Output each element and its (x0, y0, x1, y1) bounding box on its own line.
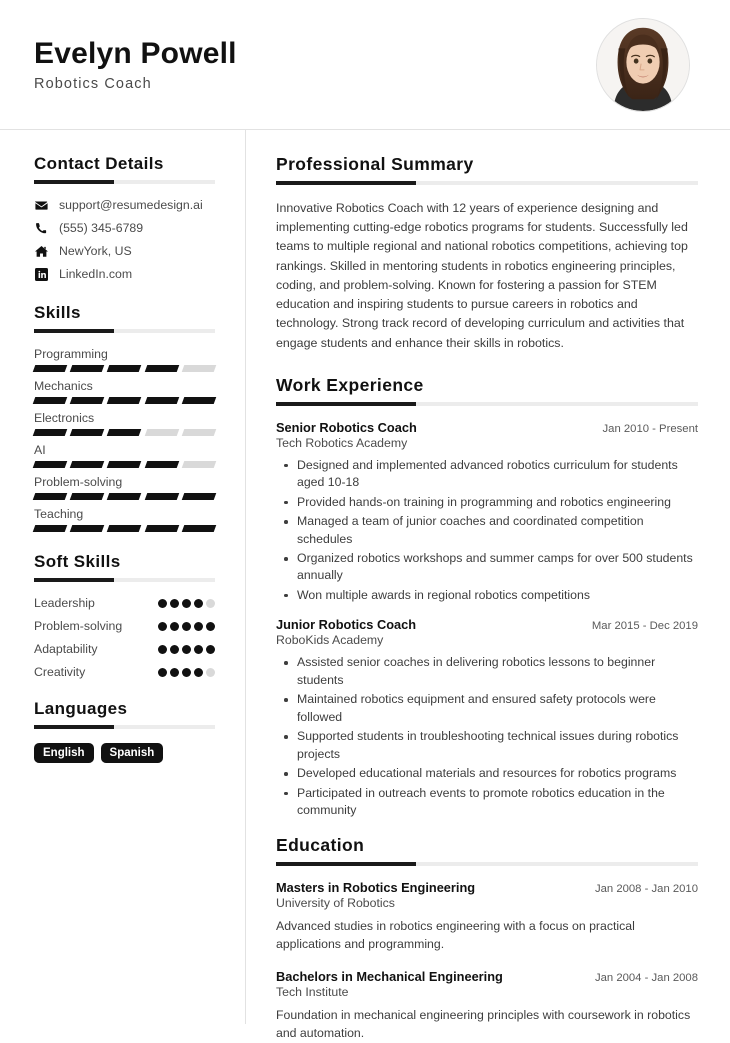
entry-date: Mar 2015 - Dec 2019 (591, 620, 698, 633)
section-heading: Languages (34, 699, 128, 718)
skill-level-bar (34, 429, 215, 436)
skill-bar-segment (144, 461, 179, 468)
skill-bar-segment (70, 493, 105, 500)
skill-bar-segment (33, 365, 68, 372)
skill-bar-segment (182, 365, 217, 372)
language-tag[interactable]: Spanish (101, 743, 164, 763)
rating-dot (170, 668, 179, 677)
rating-dot (194, 599, 203, 608)
skill-bar-segment (107, 493, 142, 500)
section-heading: Education (276, 835, 365, 856)
rating-dot (158, 668, 167, 677)
skill-bar-segment (144, 429, 179, 436)
skill-bar-segment (70, 397, 105, 404)
entry-header (276, 617, 698, 632)
skill-bar-segment (107, 365, 142, 372)
list-item: Managed a team of junior coaches and coordinated competition schedules (276, 513, 698, 548)
skill-bar-segment (107, 525, 142, 532)
heading-rule (34, 578, 215, 582)
avatar (596, 18, 690, 112)
skill-level-bar (34, 493, 215, 500)
work-entry (276, 420, 698, 605)
rating-dot (206, 622, 215, 631)
skill-level-bar (34, 461, 215, 468)
work-entry (276, 617, 698, 819)
list-item: Supported students in troubleshooting technical issues during robotics projects (276, 728, 698, 763)
section-education (276, 835, 698, 866)
skill-bar-segment (182, 461, 217, 468)
contact-email-text: support@resumedesign.ai (59, 198, 203, 212)
entry-bullet-list (276, 654, 698, 819)
heading-rule (34, 725, 215, 729)
skill-item (34, 379, 215, 404)
soft-skill-item (34, 596, 215, 610)
skill-level-bar (34, 365, 215, 372)
list-item: Designed and implemented advanced robotics curriculum for students aged 10-18 (276, 457, 698, 492)
work-entries (276, 420, 698, 820)
resume-header (0, 0, 730, 130)
language-tags (34, 743, 215, 763)
skill-item (34, 475, 215, 500)
soft-skill-rating-dots (158, 622, 215, 631)
heading-rule (276, 402, 698, 406)
skill-bar-segment (70, 365, 105, 372)
section-skills (34, 303, 215, 333)
section-soft-skills (34, 552, 215, 582)
section-heading: Soft Skills (34, 552, 121, 571)
job-title: Robotics Coach (34, 76, 152, 93)
education-entries (276, 880, 698, 1042)
section-heading: Contact Details (34, 154, 164, 173)
entry-header (276, 969, 698, 984)
soft-skill-label: Adaptability (34, 642, 98, 656)
header-identity (34, 37, 237, 93)
soft-skill-label: Creativity (34, 665, 86, 679)
skill-label: AI (34, 443, 46, 457)
heading-rule (276, 181, 698, 185)
skill-bar-segment (144, 493, 179, 500)
skill-label: Electronics (34, 411, 95, 425)
skill-label: Programming (34, 347, 108, 361)
skill-item (34, 411, 215, 436)
rating-dot (170, 599, 179, 608)
skill-bar-segment (107, 461, 142, 468)
skill-label: Problem-solving (34, 475, 123, 489)
entry-header (276, 880, 698, 895)
envelope-icon (34, 199, 49, 212)
linkedin-icon (34, 268, 49, 281)
skill-item (34, 507, 215, 532)
entry-organization: Tech Robotics Academy (276, 435, 408, 450)
contact-linkedin-text: LinkedIn.com (59, 267, 133, 281)
portrait-illustration (597, 19, 689, 111)
contact-location-text: NewYork, US (59, 244, 132, 258)
contact-item-phone[interactable] (34, 221, 215, 235)
soft-skill-label: Problem-solving (34, 619, 123, 633)
section-heading: Work Experience (276, 374, 424, 395)
rating-dot (194, 645, 203, 654)
contact-item-location[interactable] (34, 244, 215, 258)
skill-bar-segment (33, 397, 68, 404)
section-languages (34, 699, 215, 729)
section-professional-summary (276, 154, 698, 185)
list-item: Participated in outreach events to promote robotics education in the community (276, 785, 698, 820)
sidebar (0, 130, 246, 1024)
entry-header (276, 420, 698, 435)
list-item: Organized robotics workshops and summer camps for over 500 students annually (276, 550, 698, 585)
rating-dot (206, 645, 215, 654)
skill-bar-segment (144, 525, 179, 532)
skill-bar-segment (182, 493, 217, 500)
soft-skill-rating-dots (158, 668, 215, 677)
list-item: Won multiple awards in regional robotics competitions (276, 587, 698, 604)
contact-phone-text: (555) 345-6789 (59, 221, 144, 235)
contact-item-email[interactable] (34, 198, 215, 212)
soft-skill-item (34, 642, 215, 656)
rating-dot (170, 645, 179, 654)
skill-bar-segment (70, 525, 105, 532)
list-item: Provided hands-on training in programming and robotics engineering (276, 494, 698, 511)
skill-bar-segment (33, 429, 68, 436)
rating-dot (182, 622, 191, 631)
skill-label: Teaching (34, 507, 84, 521)
section-work-experience (276, 375, 698, 406)
entry-description: Foundation in mechanical engineering principles with coursework in robotics and automation. (276, 1008, 691, 1040)
entry-date: Jan 2008 - Jan 2010 (594, 883, 698, 896)
rating-dot (170, 622, 179, 631)
entry-organization: University of Robotics (276, 896, 395, 911)
rating-dot (158, 645, 167, 654)
entry-organization: RoboKids Academy (276, 633, 384, 648)
phone-icon (34, 222, 49, 235)
list-item: Maintained robotics equipment and ensured safety protocols were followed (276, 691, 698, 726)
education-entry (276, 880, 698, 954)
rating-dot (206, 668, 215, 677)
entry-title: Masters in Robotics Engineering (276, 880, 476, 896)
rating-dot (158, 599, 167, 608)
section-heading: Professional Summary (276, 154, 474, 174)
skill-bar-segment (182, 429, 217, 436)
section-contact-details (34, 154, 215, 184)
soft-skill-label: Leadership (34, 596, 95, 610)
heading-rule (276, 862, 698, 866)
home-icon (34, 245, 49, 258)
skill-bar-segment (33, 461, 68, 468)
soft-skill-item (34, 619, 215, 633)
language-tag[interactable]: English (34, 743, 94, 763)
skill-bar-segment (70, 429, 105, 436)
soft-skill-item (34, 665, 215, 679)
skill-bar-segment (33, 525, 68, 532)
contact-item-linkedin[interactable] (34, 267, 215, 281)
skill-level-bar (34, 397, 215, 404)
entry-organization: Tech Institute (276, 985, 349, 1000)
soft-skill-rating-dots (158, 599, 215, 608)
rating-dot (206, 599, 215, 608)
skill-bar-segment (182, 525, 217, 532)
skill-bar-segment (144, 365, 179, 372)
entry-bullet-list (276, 457, 698, 605)
list-item: Assisted senior coaches in delivering robotics lessons to beginner students (276, 654, 698, 689)
rating-dot (182, 599, 191, 608)
skill-label: Mechanics (34, 379, 93, 393)
resume-body (0, 130, 730, 1040)
rating-dot (194, 668, 203, 677)
summary-text: Innovative Robotics Coach with 12 years of experience designing and implementing cutting-edge robotics programs for students. Successfully led teams to multiple regional and national robotics competitions, achieving top rankings. Skilled in mentoring students in robotics engineering principles, coding, and problem-solving. Known for fostering a passion for STEM education and inspiring students to pursue careers in robotics and technology. Strong track record of developing curriculum and activities that engage students and enhance their skills in robotics. (276, 201, 688, 350)
soft-skills-list (34, 596, 215, 679)
rating-dot (182, 668, 191, 677)
skill-bar-segment (107, 429, 142, 436)
skills-list (34, 347, 215, 532)
section-heading: Skills (34, 303, 81, 322)
page-title: Evelyn Powell (34, 36, 237, 70)
entry-date: Jan 2004 - Jan 2008 (594, 972, 698, 985)
soft-skill-rating-dots (158, 645, 215, 654)
contact-list (34, 198, 215, 281)
skill-item (34, 443, 215, 468)
skill-bar-segment (144, 397, 179, 404)
main-content (246, 130, 730, 1040)
skill-bar-segment (70, 461, 105, 468)
rating-dot (158, 622, 167, 631)
education-entry (276, 969, 698, 1043)
entry-date: Jan 2010 - Present (602, 422, 698, 435)
rating-dot (182, 645, 191, 654)
entry-description: Advanced studies in robotics engineering with a focus on practical applications and programming. (276, 919, 635, 952)
skill-bar-segment (33, 493, 68, 500)
list-item: Developed educational materials and resources for robotics programs (276, 765, 698, 782)
skill-bar-segment (182, 397, 217, 404)
skill-item (34, 347, 215, 372)
skill-level-bar (34, 525, 215, 532)
entry-title: Senior Robotics Coach (276, 419, 417, 435)
rating-dot (194, 622, 203, 631)
entry-title: Junior Robotics Coach (276, 617, 417, 633)
skill-bar-segment (107, 397, 142, 404)
heading-rule (34, 180, 215, 184)
entry-title: Bachelors in Mechanical Engineering (276, 969, 503, 985)
heading-rule (34, 329, 215, 333)
